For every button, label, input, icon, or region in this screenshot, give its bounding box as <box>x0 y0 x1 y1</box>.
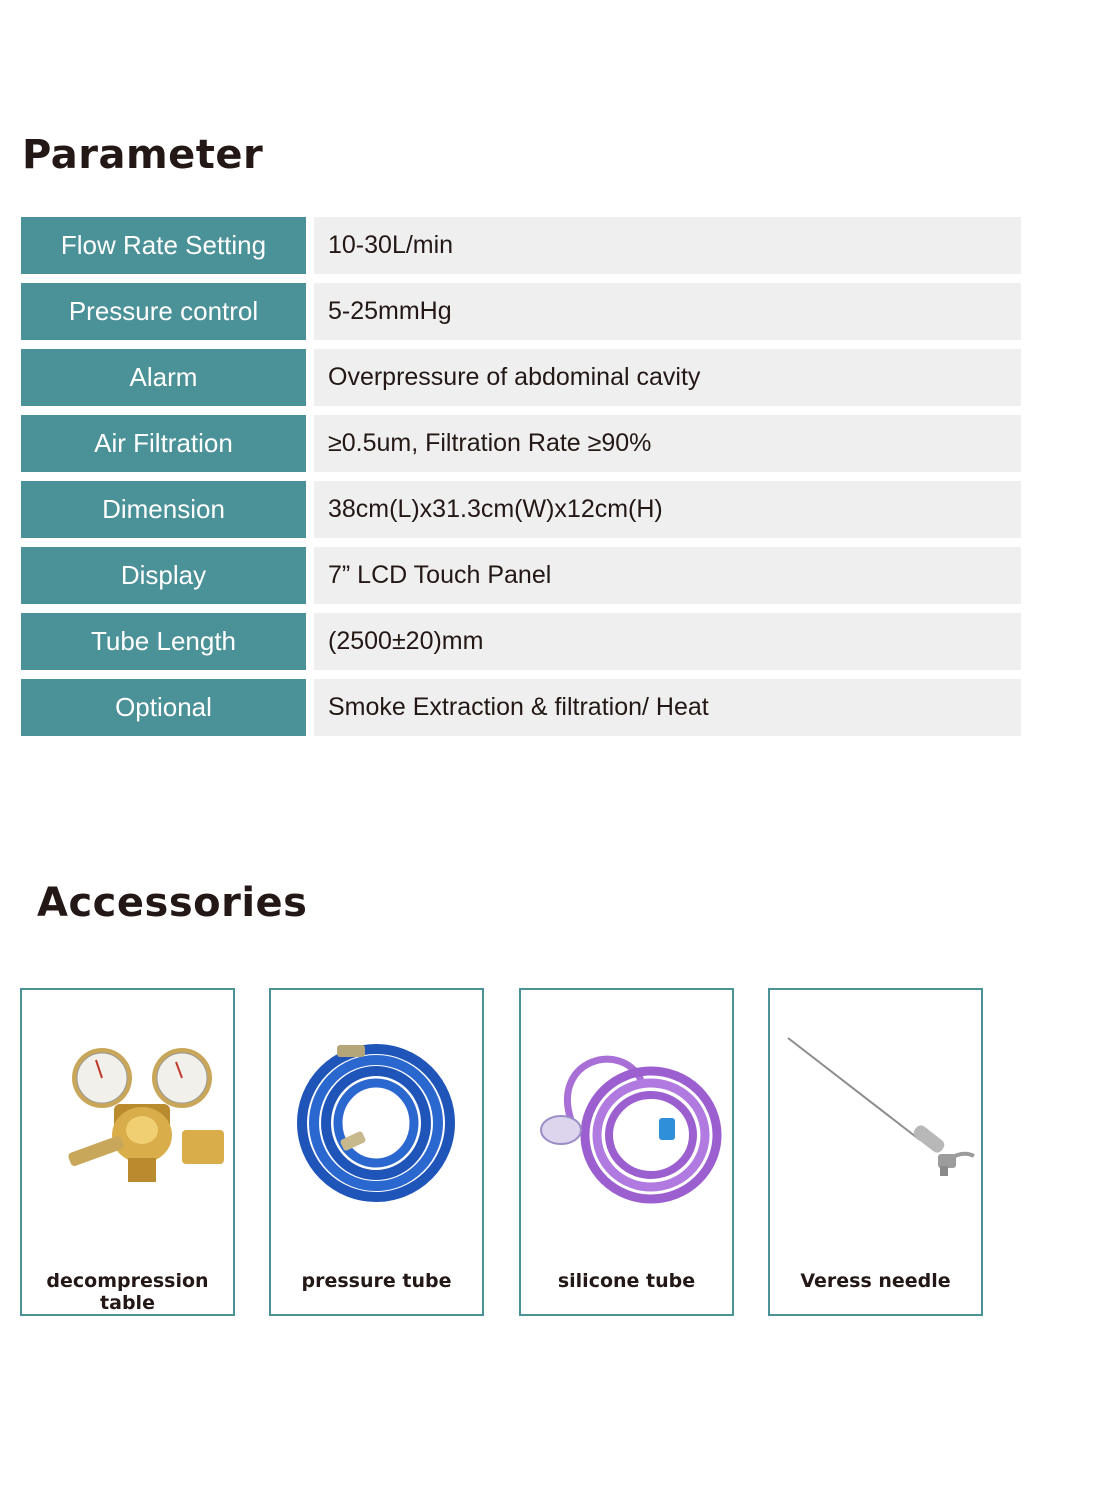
parameter-label: Display <box>21 547 306 604</box>
parameter-value: Overpressure of abdominal cavity <box>314 349 1021 406</box>
parameter-value: ≥0.5um, Filtration Rate ≥90% <box>314 415 1021 472</box>
parameter-row <box>21 679 1021 736</box>
parameter-title: Parameter <box>22 132 264 178</box>
parameter-label: Tube Length <box>21 613 306 670</box>
pressure-regulator-image <box>32 1020 227 1220</box>
parameter-row <box>21 415 1021 472</box>
accessory-label: silicone tube <box>557 1270 696 1292</box>
parameter-label: Optional <box>21 679 306 736</box>
parameter-value: (2500±20)mm <box>314 613 1021 670</box>
parameter-label: Dimension <box>21 481 306 538</box>
parameter-row <box>21 481 1021 538</box>
parameter-row <box>21 613 1021 670</box>
parameter-table <box>21 217 1021 745</box>
veress-needle-image <box>780 1020 975 1220</box>
accessory-label: pressure tube <box>301 1270 452 1292</box>
parameter-value: 38cm(L)x31.3cm(W)x12cm(H) <box>314 481 1021 538</box>
parameter-row <box>21 349 1021 406</box>
accessory-label: Veress needle <box>800 1270 951 1292</box>
parameter-value: Smoke Extraction & filtration/ Heat <box>314 679 1021 736</box>
parameter-label: Alarm <box>21 349 306 406</box>
parameter-row <box>21 217 1021 274</box>
parameter-row <box>21 283 1021 340</box>
parameter-value: 7” LCD Touch Panel <box>314 547 1021 604</box>
accessory-card-silicone-tube <box>519 988 734 1316</box>
parameter-label: Air Filtration <box>21 415 306 472</box>
parameter-value: 10-30L/min <box>314 217 1021 274</box>
purple-coiled-tube-image <box>531 1020 726 1220</box>
parameter-label: Flow Rate Setting <box>21 217 306 274</box>
accessory-card-pressure-tube <box>269 988 484 1316</box>
accessory-card-veress-needle <box>768 988 983 1316</box>
accessories-title: Accessories <box>37 880 308 926</box>
blue-coiled-hose-image <box>281 1020 476 1220</box>
parameter-value: 5-25mmHg <box>314 283 1021 340</box>
parameter-row <box>21 547 1021 604</box>
accessory-label: decompression table <box>46 1270 209 1314</box>
accessory-card-decompression-table <box>20 988 235 1316</box>
parameter-label: Pressure control <box>21 283 306 340</box>
